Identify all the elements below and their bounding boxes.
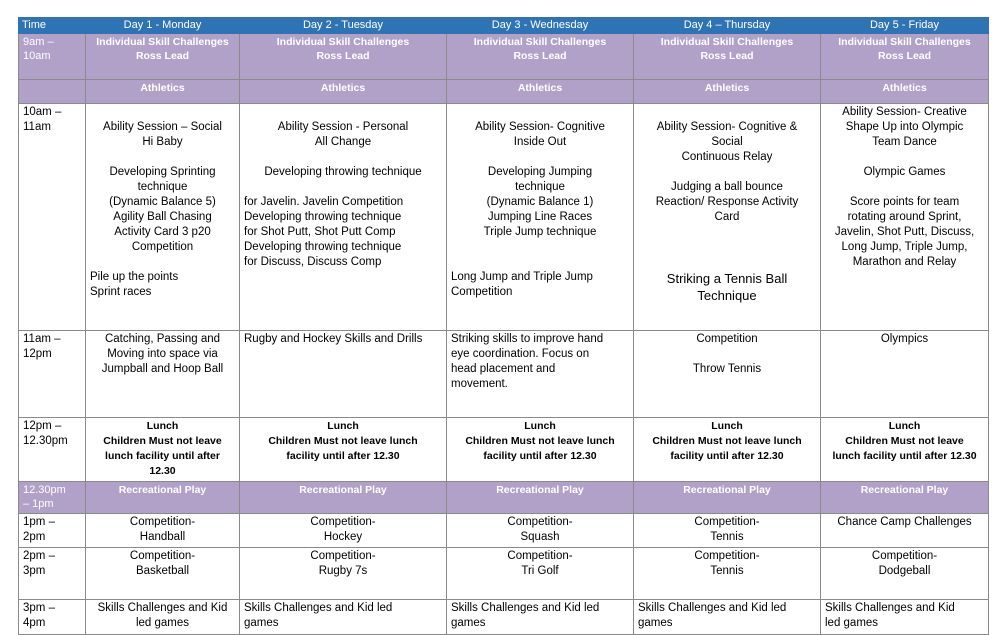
activity-text: Pile up the points Sprint races — [90, 271, 179, 298]
activity-text: Ability Session- Cognitive & Social Continuous Relay Judging a ball bounce Reaction/ Response Activity Card — [655, 121, 799, 223]
activity-cell: Athletics — [634, 80, 821, 104]
header-row — [19, 18, 989, 34]
row-10am — [19, 104, 989, 331]
time-cell: 3pm – 4pm — [19, 600, 86, 635]
row-11am — [19, 331, 989, 418]
header-day-2: Day 2 - Tuesday — [240, 18, 447, 34]
activity-text: Long Jump and Triple Jump Competition — [451, 271, 593, 298]
time-cell: 11am – 12pm — [19, 331, 86, 418]
activity-cell: Lunch Children Must not leave lunch facility until after 12.30 — [240, 418, 447, 482]
time-cell — [19, 80, 86, 104]
activity-cell: Chance Camp Challenges — [821, 514, 989, 548]
header-day-1: Day 1 - Monday — [86, 18, 240, 34]
activity-cell: Individual Skill Challenges Ross Lead — [634, 34, 821, 80]
activity-cell: Recreational Play — [240, 482, 447, 514]
activity-cell: Lunch Children Must not leave lunch facility until after 12.30 — [86, 418, 240, 482]
activity-text: Ability Session – Social Hi Baby Developing Sprinting technique (Dynamic Balance 5) Agility Ball Chasing Activity Card 3 p20 Competition — [103, 121, 222, 253]
activity-cell — [240, 104, 447, 331]
activity-cell — [447, 104, 634, 331]
activity-cell: Competition- Tennis — [634, 548, 821, 600]
activity-cell: Ability Session- Creative Shape Up into Olympic Team Dance Olympic Games Score points for team rotating around Sprint, Javelin, Shot Putt, Discuss, Long Jump, Triple Jump, Marathon and Relay — [821, 104, 989, 331]
activity-cell — [86, 104, 240, 331]
time-cell: 9am – 10am — [19, 34, 86, 80]
activity-cell: Skills Challenges and Kid led games — [240, 600, 447, 635]
activity-cell: Competition- Rugby 7s — [240, 548, 447, 600]
activity-cell: Catching, Passing and Moving into space via Jumpball and Hoop Ball — [86, 331, 240, 418]
activity-cell: Recreational Play — [634, 482, 821, 514]
activity-cell: Lunch Children Must not leave lunch facility until after 12.30 — [634, 418, 821, 482]
schedule-table — [18, 17, 989, 635]
activity-cell: Skills Challenges and Kid led games — [86, 600, 240, 635]
activity-cell: Athletics — [240, 80, 447, 104]
activity-cell: Rugby and Hockey Skills and Drills — [240, 331, 447, 418]
activity-cell: Individual Skill Challenges Ross Lead — [821, 34, 989, 80]
activity-cell: Athletics — [821, 80, 989, 104]
row-3pm — [19, 600, 989, 635]
activity-cell: Skills Challenges and Kid led games — [821, 600, 989, 635]
activity-cell: Striking skills to improve hand eye coordination. Focus on head placement and movement. — [447, 331, 634, 418]
time-cell: 1pm – 2pm — [19, 514, 86, 548]
activity-cell: Skills Challenges and Kid led games — [447, 600, 634, 635]
time-cell: 12.30pm – 1pm — [19, 482, 86, 514]
row-2pm — [19, 548, 989, 600]
activity-text: Ability Session- Cognitive Inside Out Developing Jumping technique (Dynamic Balance 1) Jumping Line Races Triple Jump technique — [475, 121, 605, 238]
row-lunch — [19, 418, 989, 482]
row-1pm — [19, 514, 989, 548]
activity-cell: Competition Throw Tennis — [634, 331, 821, 418]
activity-cell: Lunch Children Must not leave lunch facility until after 12.30 — [821, 418, 989, 482]
header-day-3: Day 3 - Wednesday — [447, 18, 634, 34]
activity-cell: Competition- Dodgeball — [821, 548, 989, 600]
activity-cell: Skills Challenges and Kid led games — [634, 600, 821, 635]
activity-cell: Lunch Children Must not leave lunch facility until after 12.30 — [447, 418, 634, 482]
activity-cell: Competition- Basketball — [86, 548, 240, 600]
header-day-5: Day 5 - Friday — [821, 18, 989, 34]
activity-text: Ability Session - Personal All Change Developing throwing technique — [264, 121, 422, 178]
activity-cell: Individual Skill Challenges Ross Lead — [86, 34, 240, 80]
activity-text: Striking a Tennis Ball Technique — [666, 271, 788, 303]
activity-cell: Individual Skill Challenges Ross Lead — [447, 34, 634, 80]
activity-text: for Javelin. Javelin Competition Developing throwing technique for Shot Putt, Shot Putt Comp Developing throwing technique for Discuss, Discuss Comp — [244, 196, 404, 268]
activity-cell: Competition- Hockey — [240, 514, 447, 548]
row-skill-challenges — [19, 34, 989, 80]
activity-cell: Competition- Tennis — [634, 514, 821, 548]
time-cell: 12pm – 12.30pm — [19, 418, 86, 482]
header-day-4: Day 4 – Thursday — [634, 18, 821, 34]
activity-cell: Athletics — [86, 80, 240, 104]
activity-cell: Individual Skill Challenges Ross Lead — [240, 34, 447, 80]
activity-cell: Competition- Handball — [86, 514, 240, 548]
time-cell: 2pm – 3pm — [19, 548, 86, 600]
row-recreational-play — [19, 482, 989, 514]
activity-cell: Recreational Play — [821, 482, 989, 514]
activity-cell: Recreational Play — [447, 482, 634, 514]
activity-cell: Competition- Tri Golf — [447, 548, 634, 600]
activity-cell: Recreational Play — [86, 482, 240, 514]
row-athletics — [19, 80, 989, 104]
time-cell: 10am – 11am — [19, 104, 86, 331]
activity-cell: Olympics — [821, 331, 989, 418]
activity-cell — [634, 104, 821, 331]
activity-cell: Athletics — [447, 80, 634, 104]
header-time: Time — [19, 18, 86, 34]
activity-cell: Competition- Squash — [447, 514, 634, 548]
